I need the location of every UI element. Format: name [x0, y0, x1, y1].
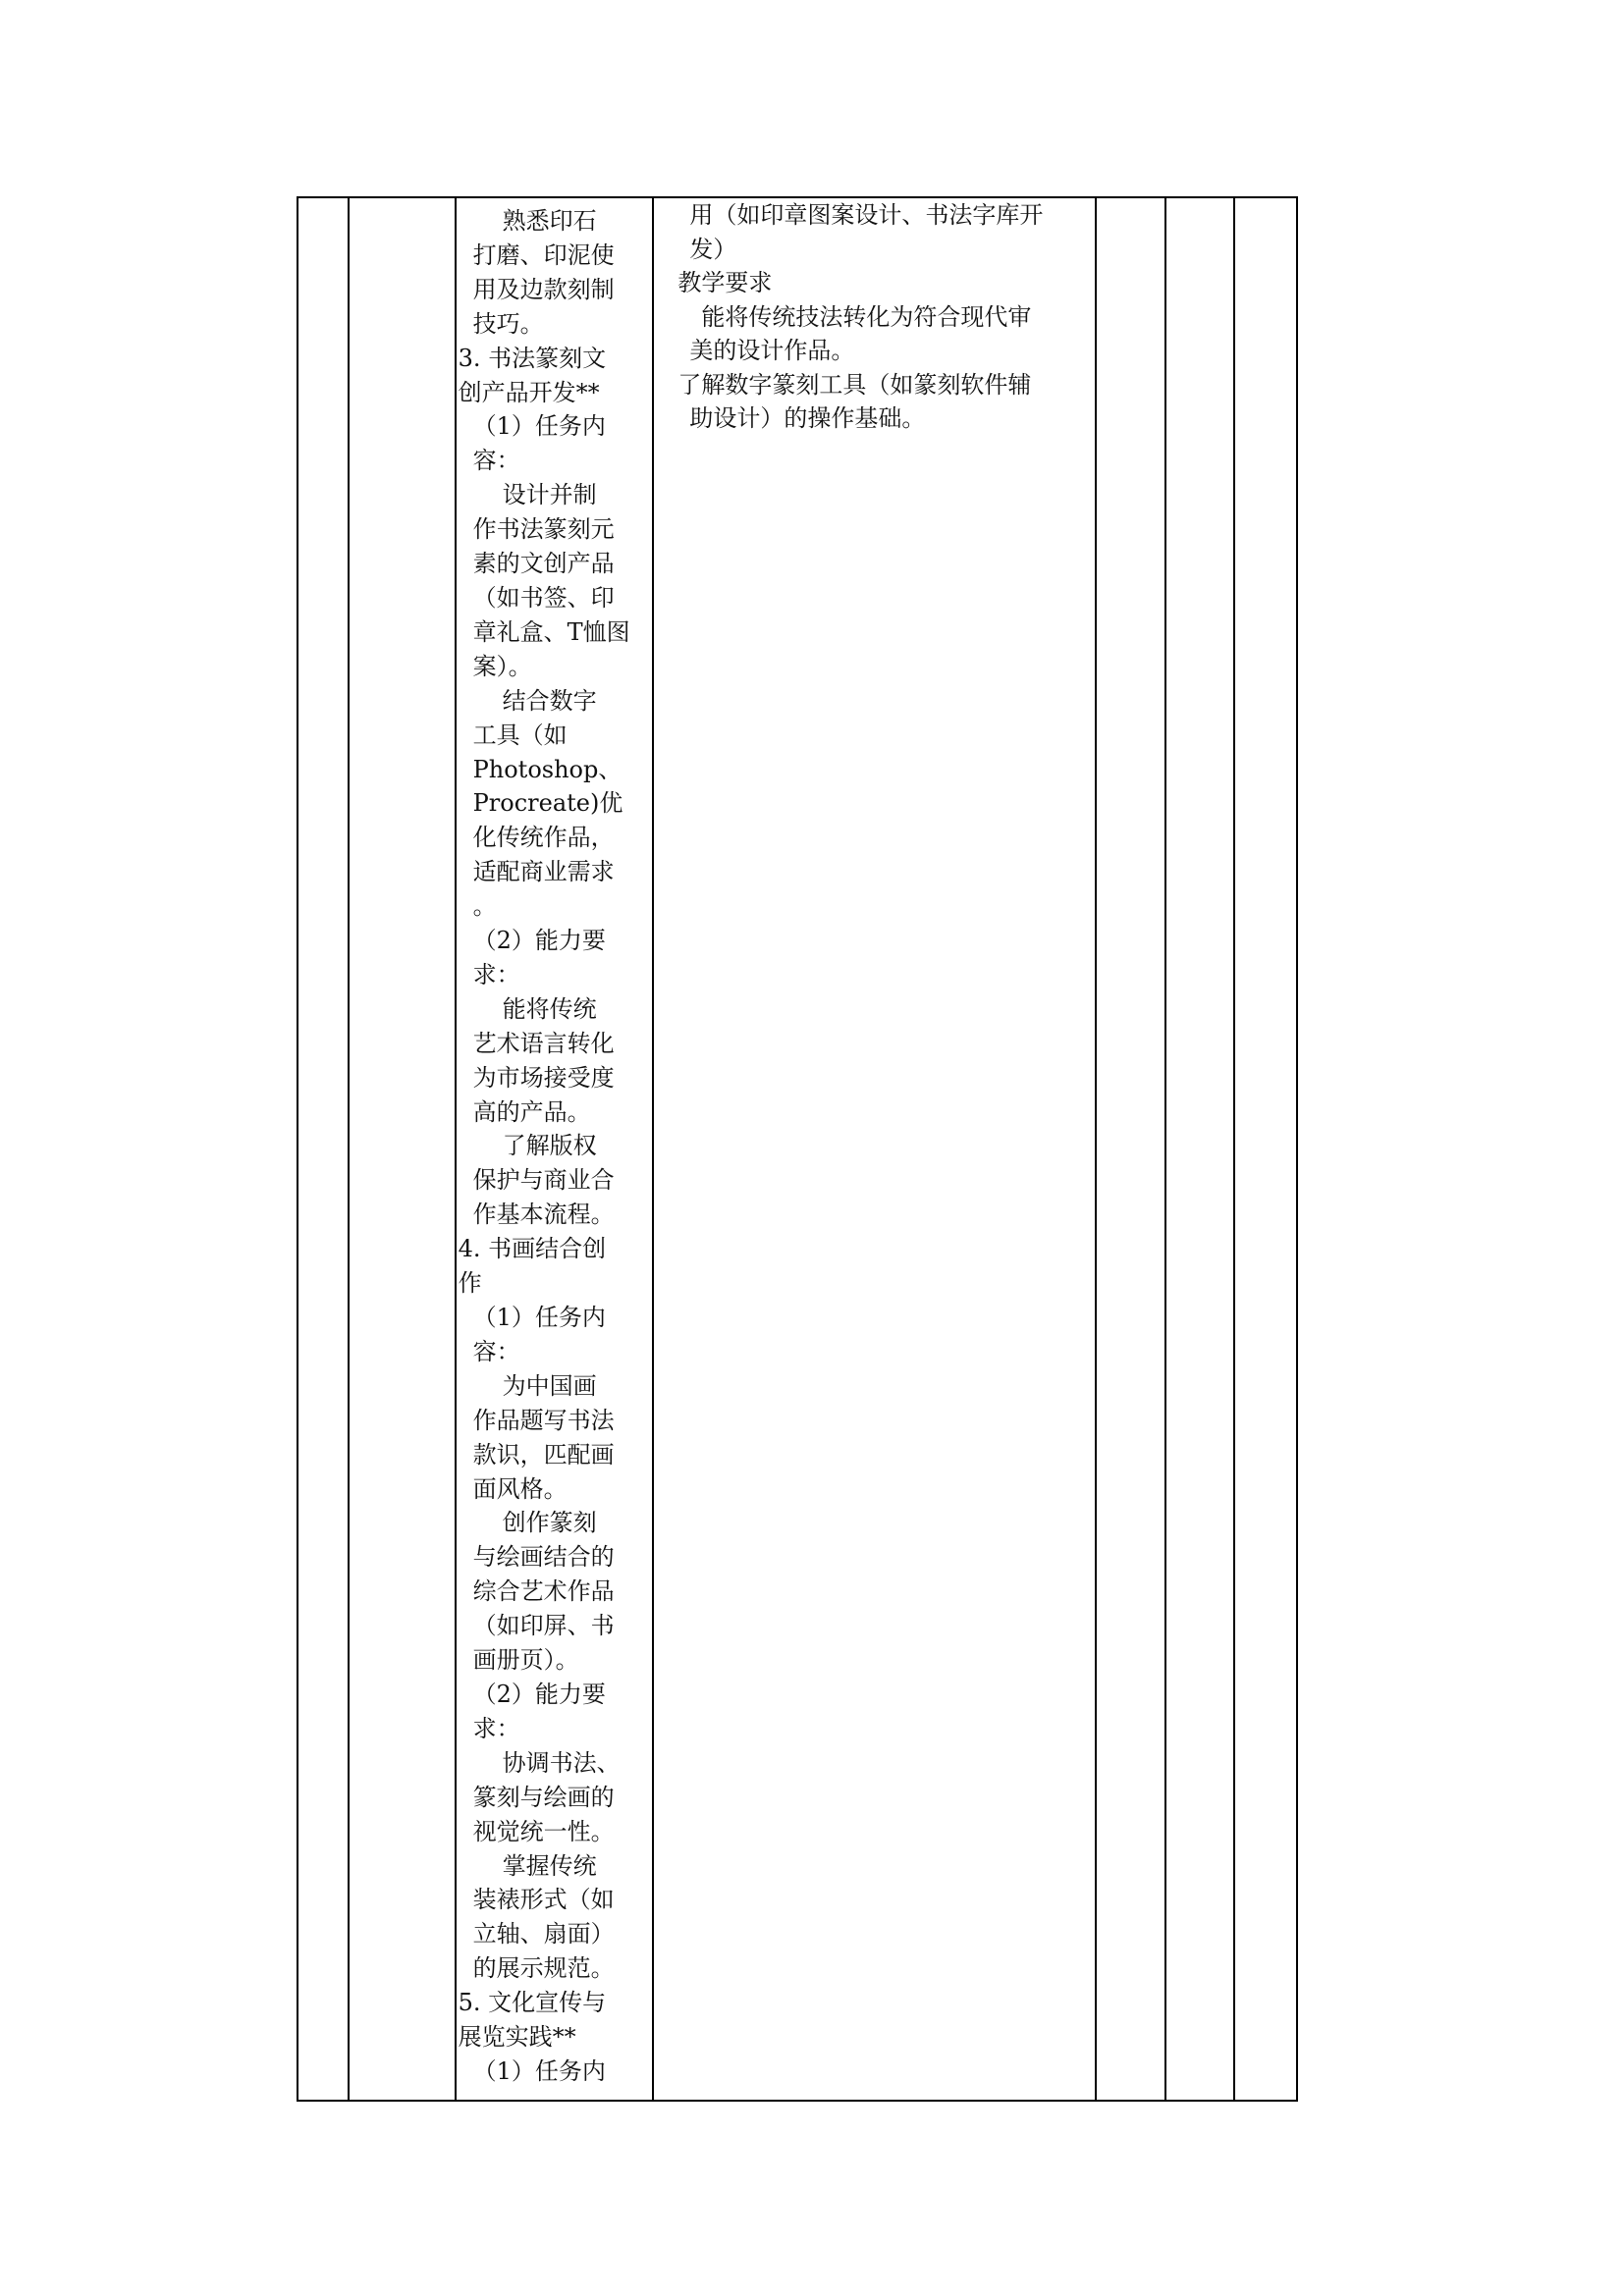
task-content-line: （1）任务内 — [472, 1304, 606, 1331]
task-content-line: 视觉统一性。 — [472, 1817, 615, 1845]
teaching-requirements-text — [654, 198, 1095, 436]
task-content-line: 5. 文化宣传与 — [458, 1989, 607, 2017]
task-content-line: 篆刻与绘画的 — [472, 1783, 615, 1811]
teaching-requirement-line: 发） — [689, 235, 737, 263]
table-cell-empty — [298, 197, 349, 2101]
task-content-line: 熟悉印石 — [502, 207, 597, 235]
teaching-requirement-line: 能将传统技法转化为符合现代审 — [701, 302, 1032, 331]
task-content-line: 款识，匹配画 — [472, 1440, 615, 1468]
task-content-line: 为中国画 — [502, 1371, 597, 1400]
task-content-line: 能将传统 — [502, 994, 597, 1023]
task-content-line: 面风格。 — [472, 1474, 568, 1503]
task-content-cell — [456, 197, 654, 2101]
task-content-line: 适配商业需求 — [472, 858, 615, 886]
teaching-requirement-line: 教学要求 — [677, 269, 773, 296]
table-cell-empty — [1165, 197, 1233, 2101]
task-content-line: 画册页）。 — [472, 1646, 579, 1675]
task-content-line: 作书法篆刻元 — [472, 515, 615, 544]
task-content-line: 保护与商业合 — [472, 1166, 615, 1195]
task-content-line: 与绘画结合的 — [472, 1543, 615, 1572]
task-content-line: 求： — [472, 1714, 520, 1742]
task-content-line: 章礼盒、T恤图 — [472, 617, 630, 646]
task-content-line: 3. 书法篆刻文 — [458, 344, 607, 372]
task-content-line: 案）。 — [472, 652, 532, 680]
task-content-line: 求： — [472, 960, 520, 988]
task-content-line: 了解版权 — [502, 1132, 597, 1160]
task-content-line: 容： — [472, 1337, 520, 1365]
task-content-line: （如印屏、书 — [472, 1612, 615, 1640]
task-content-line: 结合数字 — [502, 686, 597, 715]
task-content-line: 工具（如 — [472, 721, 568, 749]
task-content-line: 技巧。 — [472, 309, 544, 338]
task-content-line: 4. 书画结合创 — [458, 1235, 607, 1263]
task-content-line: 创作篆刻 — [502, 1509, 597, 1537]
task-content-line: （1）任务内 — [472, 2056, 606, 2085]
teaching-requirement-line: 美的设计作品。 — [689, 337, 855, 364]
task-content-line: 化传统作品， — [472, 824, 615, 852]
task-content-line: 装裱形式（如 — [472, 1886, 615, 1914]
task-content-text — [457, 198, 653, 2089]
task-content-line: 设计并制 — [502, 481, 597, 509]
task-content-line: 作品题写书法 — [472, 1406, 615, 1434]
task-content-line: Photoshop、 — [472, 755, 623, 783]
task-content-line: 作基本流程。 — [472, 1201, 615, 1229]
task-content-line: 综合艺术作品 — [472, 1577, 615, 1606]
task-content-line: （1）任务内 — [472, 412, 606, 441]
task-content-line: 容： — [472, 447, 520, 475]
task-content-line: 立轴、扇面） — [472, 1920, 615, 1949]
task-content-line: 打磨、印泥使 — [472, 240, 615, 269]
teaching-requirement-line: 助设计）的操作基础。 — [689, 404, 926, 432]
teaching-requirement-line: 用（如印章图案设计、书法字库开 — [689, 201, 1044, 229]
task-content-line: 掌握传统 — [502, 1851, 597, 1880]
table-row — [298, 197, 1297, 2101]
curriculum-table — [297, 196, 1298, 2102]
task-content-line: 展览实践** — [458, 2023, 576, 2052]
table-cell-empty — [349, 197, 455, 2101]
teaching-requirements-cell — [653, 197, 1096, 2101]
table-cell-empty — [1096, 197, 1165, 2101]
task-content-line: 高的产品。 — [472, 1097, 591, 1126]
table-cell-empty — [1234, 197, 1297, 2101]
task-content-line: 素的文创产品 — [472, 550, 615, 578]
task-content-line: 协调书法、 — [502, 1748, 621, 1777]
task-content-line: Procreate)优 — [472, 789, 623, 818]
task-content-line: 为市场接受度 — [472, 1063, 615, 1092]
task-content-line: （2）能力要 — [472, 927, 606, 955]
task-content-line: 。 — [472, 892, 497, 921]
task-content-line: 创产品开发** — [458, 378, 600, 406]
task-content-line: 艺术语言转化 — [472, 1029, 615, 1057]
task-content-line: 的展示规范。 — [472, 1954, 615, 1983]
task-content-line: （如书签、印 — [472, 583, 615, 612]
teaching-requirement-line: 了解数字篆刻工具（如篆刻软件辅 — [677, 370, 1032, 399]
task-content-line: 用及边款刻制 — [472, 275, 615, 303]
task-content-line: （2）能力要 — [472, 1680, 606, 1708]
task-content-line: 作 — [458, 1269, 482, 1298]
